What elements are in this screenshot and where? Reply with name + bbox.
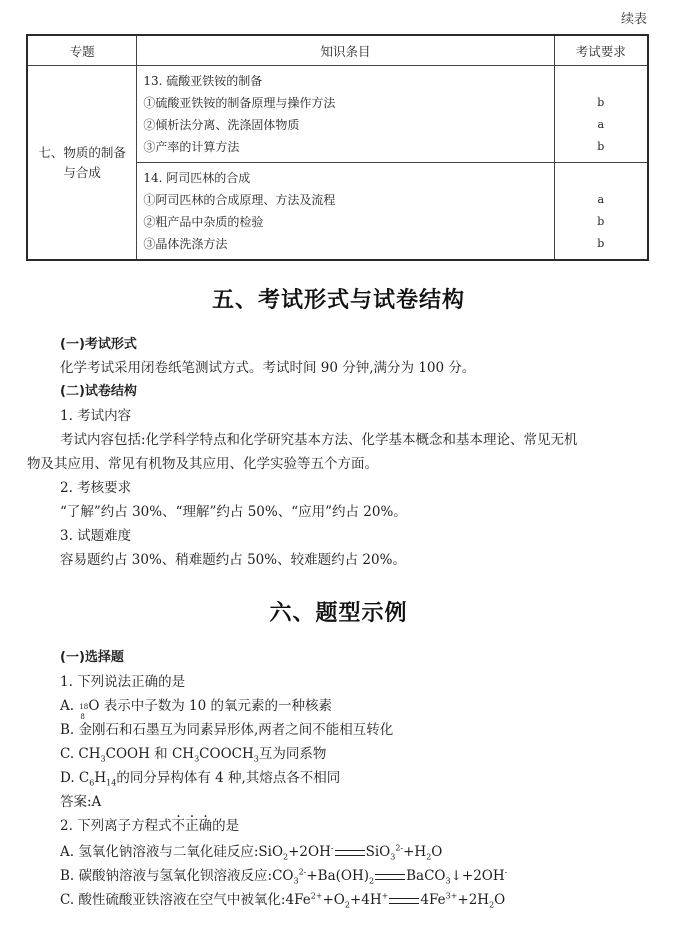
item-heading: 2. 考核要求 xyxy=(60,480,132,496)
paragraph: 考试内容包括:化学科学特点和化学研究基本方法、化学基本概念和基本理论、常见无机 xyxy=(60,432,578,448)
section-6-title: 六、题型示例 xyxy=(269,600,408,626)
knowledge-group-14 xyxy=(137,163,554,261)
level-value: b xyxy=(597,237,605,250)
requirements-table xyxy=(26,34,649,261)
option-a: A. 18 8 O 表示中子数为 10 的氧元素的一种核素 xyxy=(60,698,332,721)
question-stem: 2. 下列离子方程式不正确的是 xyxy=(60,818,240,834)
question-stem: 1. 下列说法正确的是 xyxy=(60,674,186,690)
knowledge-item: ②倾析法分离、洗涤固体物质 xyxy=(143,118,300,132)
knowledge-item: ①硫酸亚铁铵的制备原理与操作方法 xyxy=(143,96,336,110)
equals-sign xyxy=(335,850,365,856)
topic-cell xyxy=(27,66,137,261)
subsection-heading: (一)考试形式 xyxy=(60,337,137,352)
knowledge-item: ③产率的计算方法 xyxy=(143,140,240,154)
knowledge-item: ①阿司匹林的合成原理、方法及流程 xyxy=(143,193,336,207)
knowledge-group-13 xyxy=(137,66,554,163)
knowledge-item: ②粗产品中杂质的检验 xyxy=(143,215,264,229)
table-header-row xyxy=(27,35,648,66)
subsection-heading: (二)试卷结构 xyxy=(60,384,137,399)
equals-sign xyxy=(375,874,405,880)
item-heading: 3. 试题难度 xyxy=(60,528,132,544)
header-knowledge: 知识条目 xyxy=(137,35,554,66)
header-topic: 专题 xyxy=(27,35,137,66)
level-value: a xyxy=(597,118,605,131)
level-value: b xyxy=(597,96,605,109)
paragraph: “了解”约占 30%、“理解”约占 50%、“应用”约占 20%。 xyxy=(60,504,407,520)
option-d: D. $C_6H_{14}$的同分异构体有 4 种,其熔点各不相同 xyxy=(60,770,341,788)
option-b: B. 碳酸钠溶液与氢氧化钡溶液反应$:CO_3^{2-}+Ba(OH)_2$ BaCO$_3$↓+2OH- xyxy=(60,867,508,886)
topic-line-1: 七、物质的制备 xyxy=(38,144,126,160)
level-value: a xyxy=(597,193,605,206)
subsection-heading: (一)选择题 xyxy=(60,650,124,665)
paragraph: 物及其应用、常见有机物及其应用、化学实验等五个方面。 xyxy=(27,456,378,472)
levels-group-14 xyxy=(554,163,648,261)
table-row xyxy=(27,66,648,163)
header-requirement: 考试要求 xyxy=(554,35,648,66)
knowledge-item: ③晶体洗涤方法 xyxy=(143,237,228,251)
continued-table-label: 续表 xyxy=(620,12,647,27)
paragraph: 化学考试采用闭卷纸笔测试方式。考试时间 90 分钟,满分为 100 分。 xyxy=(60,360,476,376)
level-value: b xyxy=(597,215,605,228)
level-value: b xyxy=(597,140,605,153)
paragraph: 容易题约占 30%、稍难题约占 50%、较难题约占 20%。 xyxy=(60,552,406,568)
group-title: 13. 硫酸亚铁铵的制备 xyxy=(143,74,263,88)
equals-sign xyxy=(389,898,419,904)
option-c: C. $CH_3COOH$ 和 $CH_3COOCH_3$互为同系物 xyxy=(60,746,327,764)
section-5-title: 五、考试形式与试卷结构 xyxy=(211,287,465,313)
levels-group-13 xyxy=(554,66,648,163)
answer: 答案:A xyxy=(60,794,102,810)
topic-line-2: 与合成 xyxy=(63,164,101,180)
item-heading: 1. 考试内容 xyxy=(60,408,132,424)
option-a: A. 氢氧化钠溶液与二氧化硅反应:SiO$_2$+2OH- $SiO_3^{2-}+H_2O$ xyxy=(60,843,443,862)
group-title: 14. 阿司匹林的合成 xyxy=(143,171,251,185)
nuclide-notation: 18 8 xyxy=(79,702,89,721)
option-c: C. 酸性硫酸亚铁溶液在空气中被氧化$:4Fe^{2+}+O_2+4H^+$ $4Fe^{3+}+2H_2O$ xyxy=(60,891,506,910)
option-b: B. 金刚石和石墨互为同素异形体,两者之间不能相互转化 xyxy=(60,722,394,738)
